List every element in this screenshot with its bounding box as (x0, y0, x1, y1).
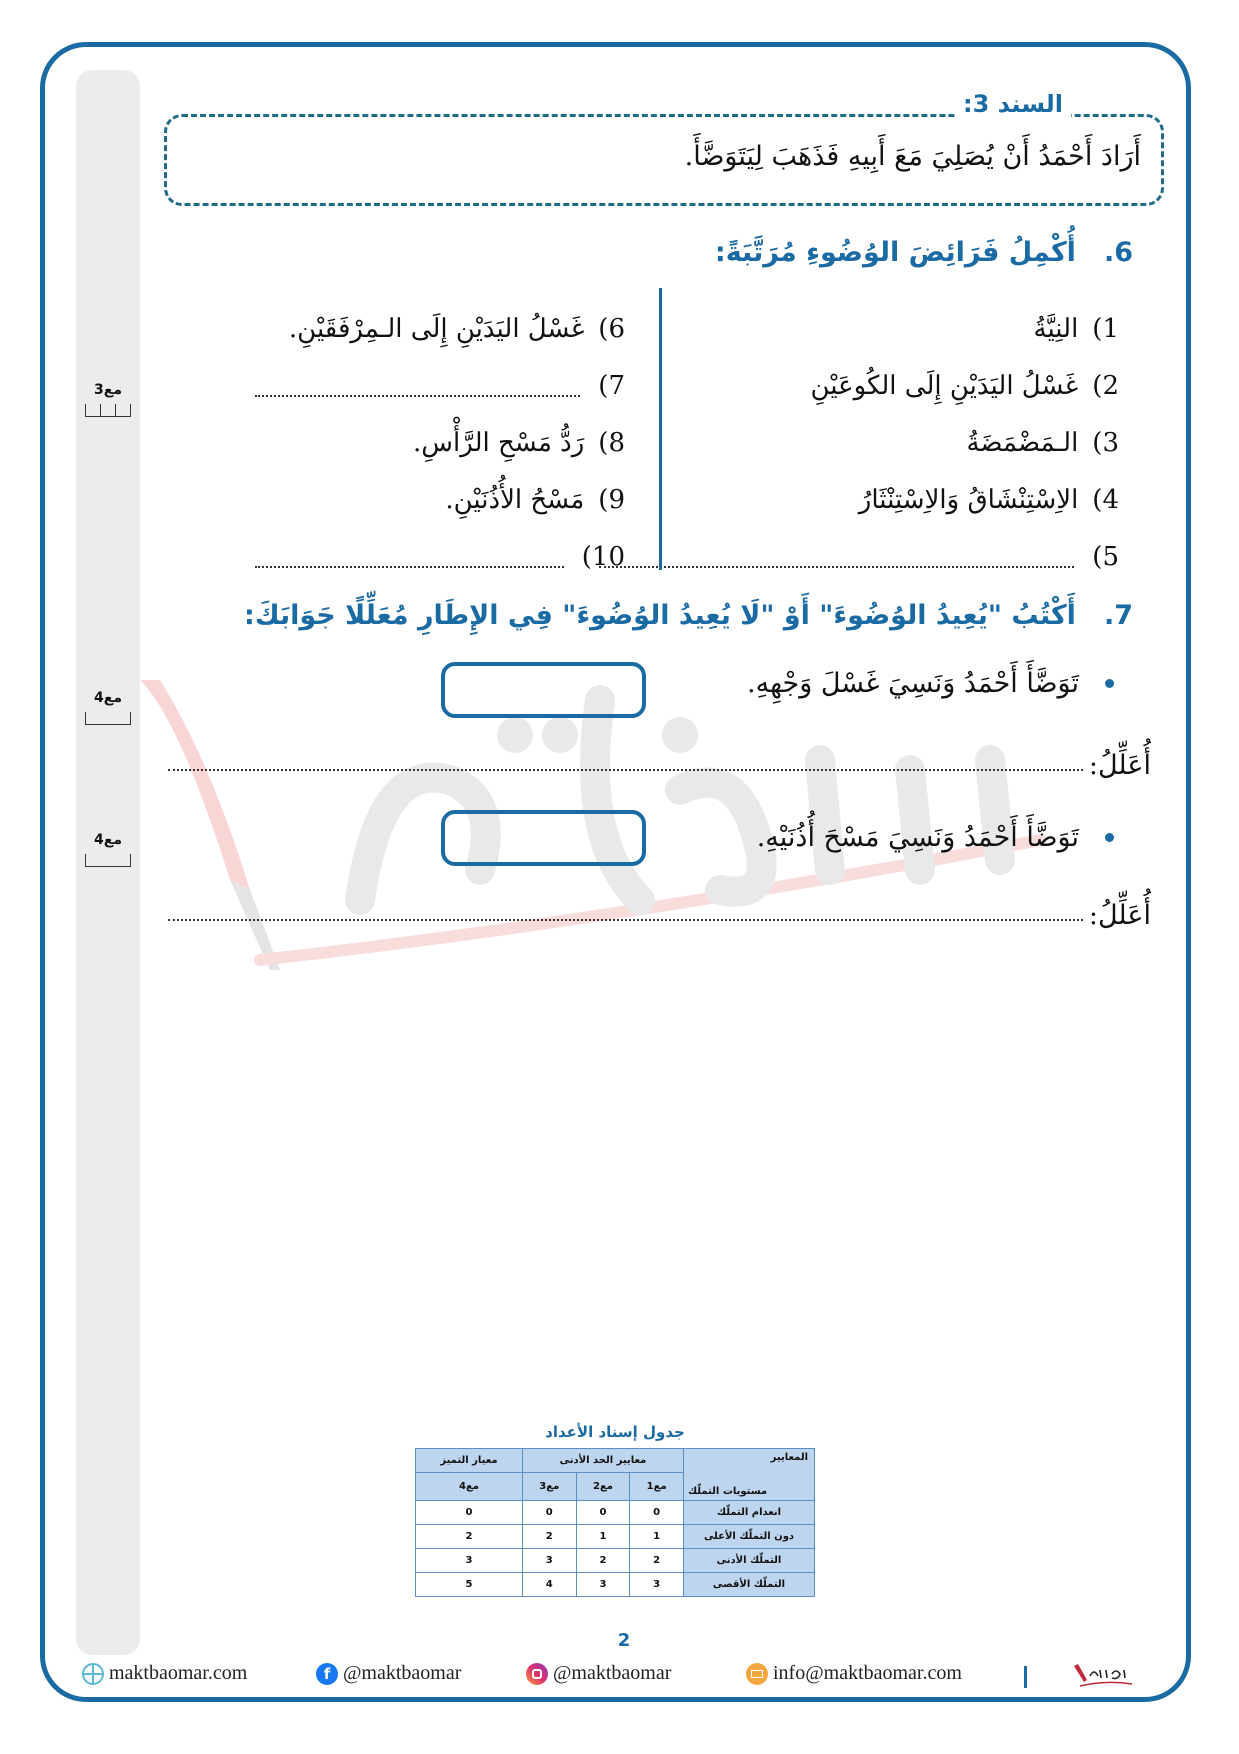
column-divider (659, 288, 662, 570)
table-cell: 2 (630, 1549, 684, 1573)
page-number: 2 (617, 1630, 631, 1651)
item-number: 2) (1092, 370, 1119, 401)
list-item (599, 357, 1119, 414)
column-header: مع2 (576, 1473, 630, 1501)
table-cell: 1 (630, 1525, 684, 1549)
footer-separator (1024, 1666, 1027, 1688)
list-item-blank (255, 357, 625, 414)
item-number: 10) (581, 541, 625, 572)
question-7-title (244, 600, 1133, 631)
answer-line[interactable] (255, 546, 564, 568)
table-cell: 0 (416, 1501, 523, 1525)
table-cell: 1 (576, 1525, 630, 1549)
corner-top-label: المعايير (770, 1452, 808, 1463)
footer-facebook[interactable] (316, 1662, 461, 1685)
list-item (255, 414, 625, 471)
item-text: النِيَّةُ (1033, 313, 1079, 344)
brand-logo (1070, 1660, 1136, 1696)
footer-email[interactable] (746, 1662, 962, 1685)
column-header: مع1 (630, 1473, 684, 1501)
criterion-4-second (76, 832, 140, 867)
row-header: انعدام التملّك (684, 1501, 815, 1525)
justify-answer-line[interactable] (168, 768, 1083, 771)
wudu-list-left (255, 300, 625, 585)
list-item-blank (255, 528, 625, 585)
answer-line[interactable] (599, 546, 1074, 568)
group-min-header: معايير الحد الأدنى (522, 1449, 683, 1473)
globe-icon (82, 1663, 104, 1685)
column-header: مع3 (522, 1473, 576, 1501)
table-row (416, 1573, 815, 1597)
table-cell: 0 (522, 1501, 576, 1525)
table-cell: 0 (576, 1501, 630, 1525)
case-1 (747, 668, 1114, 699)
instagram-icon (526, 1663, 548, 1685)
bullet-icon (1105, 833, 1114, 842)
criterion-3 (76, 382, 140, 417)
question-text: أُكْمِلُ فَرَائِضَ الوُضُوءِ مُرَتَّبَةً: (714, 237, 1076, 268)
table-cell: 3 (576, 1573, 630, 1597)
table-row (416, 1501, 815, 1525)
justify-row-1 (168, 750, 1151, 781)
table-cell: 2 (576, 1549, 630, 1573)
criterion-label: مع4 (94, 690, 122, 706)
justify-label: أُعَلِّلُ: (1088, 900, 1151, 931)
table-cell: 3 (630, 1573, 684, 1597)
criterion-label: مع3 (94, 382, 122, 398)
item-number: 5) (1092, 541, 1119, 572)
list-item (599, 471, 1119, 528)
item-number: 8) (598, 427, 625, 458)
justify-row-2 (168, 900, 1151, 931)
item-number: 1) (1092, 313, 1119, 344)
case-text: تَوَضَّأَ أَحْمَدُ وَنَسِيَ مَسْحَ أُذُنَيْهِ. (756, 822, 1079, 853)
table-row (416, 1525, 815, 1549)
item-text: الـمَضْمَضَةُ (966, 427, 1079, 458)
table-row (416, 1549, 815, 1573)
item-number: 9) (598, 484, 625, 515)
item-text: الاِسْتِنْشَاقُ وَالاِسْتِنْثَارُ (858, 484, 1079, 515)
list-item (255, 471, 625, 528)
email-link[interactable]: info@maktbaomar.com (773, 1662, 962, 1684)
grading-table (415, 1448, 815, 1597)
item-number: 4) (1092, 484, 1119, 515)
item-number: 3) (1092, 427, 1119, 458)
table-cell: 0 (630, 1501, 684, 1525)
table-cell: 3 (522, 1549, 576, 1573)
item-text: رَدُّ مَسْحِ الرَّأْسِ. (413, 427, 585, 458)
item-number: 6) (598, 313, 625, 344)
score-boxes[interactable] (76, 404, 140, 417)
sanad-box (164, 114, 1164, 206)
criterion-label: مع4 (94, 832, 122, 848)
table-cell: 2 (522, 1525, 576, 1549)
bullet-icon (1105, 679, 1114, 688)
item-number: 7) (598, 370, 625, 401)
item-text: مَسْحُ الأُذُنَيْنِ. (445, 484, 585, 515)
list-item (599, 414, 1119, 471)
instagram-handle[interactable]: @maktbaomar (553, 1662, 672, 1684)
item-text: غَسْلُ اليَدَيْنِ إِلَى الكُوعَيْنِ (810, 370, 1079, 401)
question-number: 6. (1103, 237, 1133, 268)
justify-answer-line[interactable] (168, 918, 1083, 921)
row-header: التملّك الأدنى (684, 1549, 815, 1573)
table-cell: 2 (416, 1525, 523, 1549)
case-2 (757, 822, 1114, 853)
facebook-icon: f (316, 1663, 338, 1685)
column-header: مع4 (416, 1473, 523, 1501)
footer-instagram[interactable] (526, 1662, 671, 1685)
score-box[interactable] (76, 854, 140, 867)
sanad-text: أَرَادَ أَحْمَدُ أَنْ يُصَلِيَ مَعَ أَبِيهِ فَذَهَبَ لِيَتَوَضَّأَ. (684, 141, 1141, 172)
row-header: دون التملّك الأعلى (684, 1525, 815, 1549)
row-header: التملّك الأقصى (684, 1573, 815, 1597)
item-text: غَسْلُ اليَدَيْنِ إِلَى الـمِرْفَقَيْنِ. (288, 313, 585, 344)
pen-logo-icon (1070, 1660, 1136, 1690)
criterion-4-first (76, 690, 140, 725)
grading-table-title: جدول إسناد الأعداد (545, 1423, 685, 1441)
wudu-list-right (599, 300, 1119, 585)
sanad-title: السند 3: (955, 90, 1071, 118)
footer (80, 1662, 1160, 1692)
score-box[interactable] (76, 712, 140, 725)
table-cell: 3 (416, 1549, 523, 1573)
criteria-sidebar (76, 70, 140, 1655)
question-text: أَكْتُبُ "يُعِيدُ الوُضُوءَ" أَوْ "لَا يُعِيدُ الوُضُوءَ" فِي الإِطَارِ مُعَلِّلًا جَوَابَكَ: (244, 600, 1076, 631)
website-link[interactable]: maktbaomar.com (109, 1662, 248, 1684)
table-cell: 4 (522, 1573, 576, 1597)
group-excel-header: معيار التميز (416, 1449, 523, 1473)
table-corner-cell (684, 1449, 815, 1501)
question-number: 7. (1103, 600, 1133, 631)
footer-website[interactable] (82, 1662, 247, 1685)
mail-icon (746, 1663, 768, 1685)
case-text: تَوَضَّأَ أَحْمَدُ وَنَسِيَ غَسْلَ وَجْهِهِ. (747, 668, 1079, 699)
justify-label: أُعَلِّلُ: (1088, 750, 1151, 781)
list-item (599, 300, 1119, 357)
corner-bottom-label: مستويات التملّك (688, 1486, 768, 1497)
facebook-handle[interactable]: @maktbaomar (343, 1662, 462, 1684)
table-cell: 5 (416, 1573, 523, 1597)
answer-box-1[interactable] (441, 662, 646, 718)
answer-box-2[interactable] (441, 810, 646, 866)
question-6-title (715, 237, 1133, 268)
list-item-blank (599, 528, 1119, 585)
answer-line[interactable] (255, 375, 580, 397)
list-item (255, 300, 625, 357)
